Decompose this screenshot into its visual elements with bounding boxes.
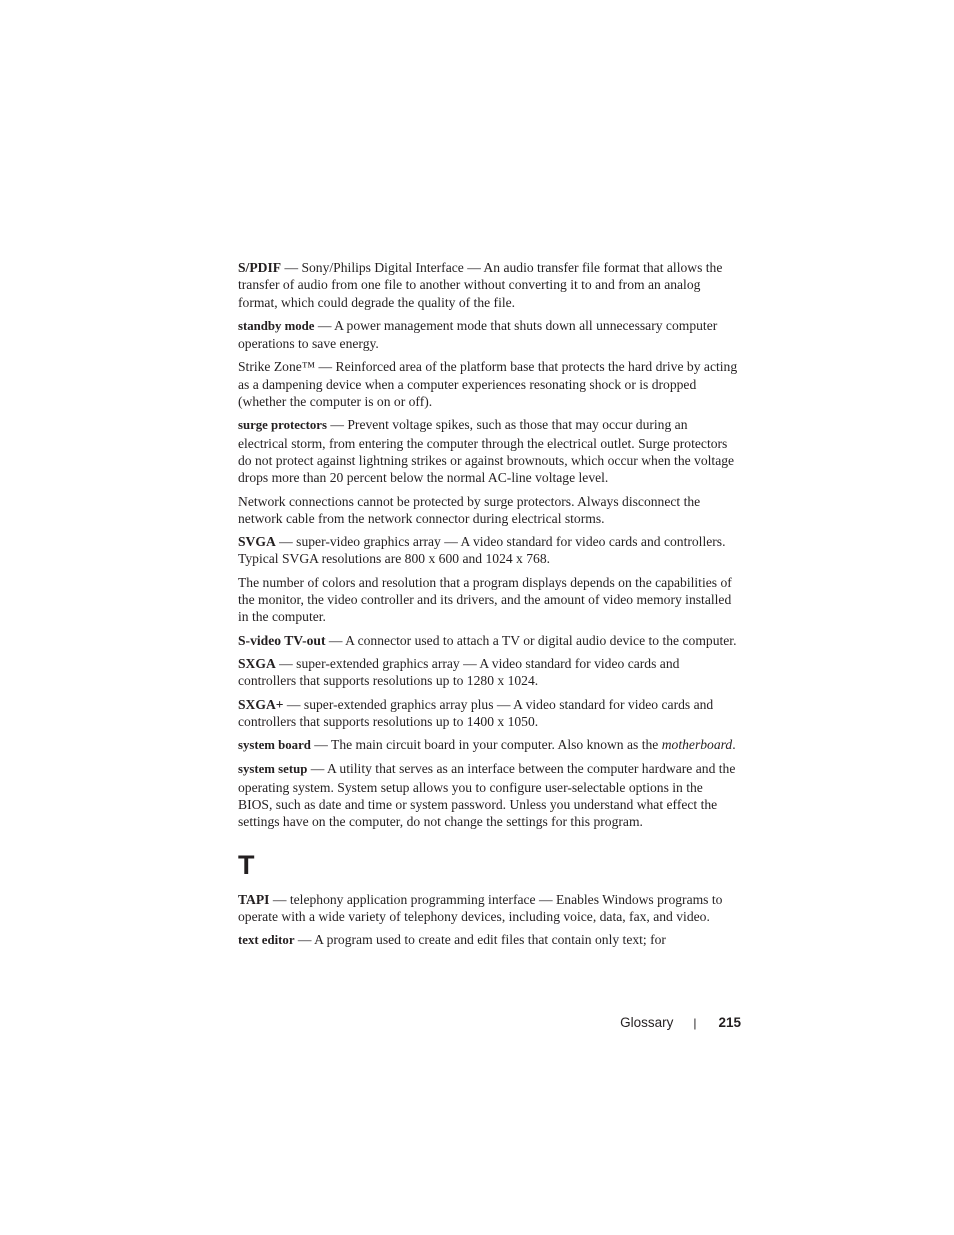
definition: — Sony/Philips Digital Interface — An audio transfer file format that allows the transfer of audio from one file to another without converting it to and from an analog format, which could degrade the quality of the file. <box>238 260 723 310</box>
definition: — The main circuit board in your computer. Also known as the <box>310 737 662 753</box>
term: SXGA+ <box>238 696 284 712</box>
term: standby mode <box>238 318 315 333</box>
definition: — super-extended graphics array plus — A video standard for video cards and controllers that supports resolutions up to 1400 x 1050. <box>238 696 714 729</box>
glossary-entry-svga <box>238 533 738 568</box>
definition: — A power management mode that shuts down all unnecessary computer operations to save energy. <box>238 317 718 352</box>
glossary-entry-strike-zone <box>238 358 738 410</box>
glossary-entry-spdif <box>238 259 738 311</box>
glossary-entry-sxga-plus <box>238 696 738 731</box>
term: TAPI <box>238 891 270 907</box>
glossary-content <box>238 259 738 956</box>
term: system setup <box>238 762 308 777</box>
term: Strike Zone™ <box>238 359 316 375</box>
term: text editor <box>238 933 295 948</box>
glossary-entry-s-video <box>238 632 738 649</box>
definition: — Prevent voltage spikes, such as those that may occur during an electrical storm, from entering the computer through the electrical outlet. Surge protectors do not protect against lightning strikes or against brownouts, which occur when the voltage drops more than 20 percent below the normal AC-line voltage level. <box>238 417 735 486</box>
glossary-entry-sxga <box>238 655 738 690</box>
glossary-paragraph-network <box>238 493 738 528</box>
glossary-entry-standby-mode <box>238 317 738 353</box>
definition: — Reinforced area of the platform base that protects the hard drive by acting as a dampening device when a computer experiences resonating shock or is dropped (whether the computer is on or off). <box>238 359 738 410</box>
definition: — A utility that serves as an interface between the computer hardware and the operating system. System setup allows you to configure user-selectable options in the BIOS, such as date and time or system password. Unless you understand what effect the settings have on the computer, do not change the settings for this program. <box>238 761 736 830</box>
section-heading-t: T <box>238 849 255 880</box>
term: S-video TV-out <box>238 632 326 648</box>
paragraph-text: The number of colors and resolution that a program displays depends on the capabilities of the monitor, the video controller and its drivers, and the amount of video memory installed in the computer. <box>238 574 732 625</box>
glossary-entry-text-editor <box>238 931 738 949</box>
page-footer <box>560 1015 741 1030</box>
glossary-entry-tapi <box>238 891 738 926</box>
glossary-paragraph-colors <box>238 574 738 626</box>
footer-section-title: Glossary <box>620 1015 674 1030</box>
glossary-entry-surge-protectors <box>238 416 738 486</box>
term: surge protectors <box>238 418 327 433</box>
definition-tail: . <box>732 737 736 753</box>
term: SVGA <box>238 534 276 550</box>
definition: — A program used to create and edit files that contain only text; for <box>294 932 666 948</box>
definition: — super-video graphics array — A video standard for video cards and controllers. Typical SVGA resolutions are 800 x 600 and 1024 x 768. <box>238 534 726 567</box>
glossary-entry-system-setup <box>238 760 738 830</box>
paragraph-text: Network connections cannot be protected by surge protectors. Always disconnect the network cable from the network connector during electrical storms. <box>238 493 701 526</box>
term: system board <box>238 738 311 753</box>
definition: — telephony application programming interface — Enables Windows programs to operate with a wide variety of telephony devices, including voice, data, fax, and video. <box>238 891 723 924</box>
emphasis: motherboard <box>661 737 733 753</box>
term: SXGA <box>238 655 276 671</box>
term: S/PDIF <box>238 260 282 275</box>
footer-separator: | <box>693 1015 697 1030</box>
definition: — A connector used to attach a TV or digital audio device to the computer. <box>325 632 737 648</box>
glossary-entry-system-board <box>238 736 738 754</box>
definition: — super-extended graphics array — A video standard for video cards and controllers that supports resolutions up to 1280 x 1024. <box>238 655 680 689</box>
page-number: 215 <box>718 1015 741 1030</box>
